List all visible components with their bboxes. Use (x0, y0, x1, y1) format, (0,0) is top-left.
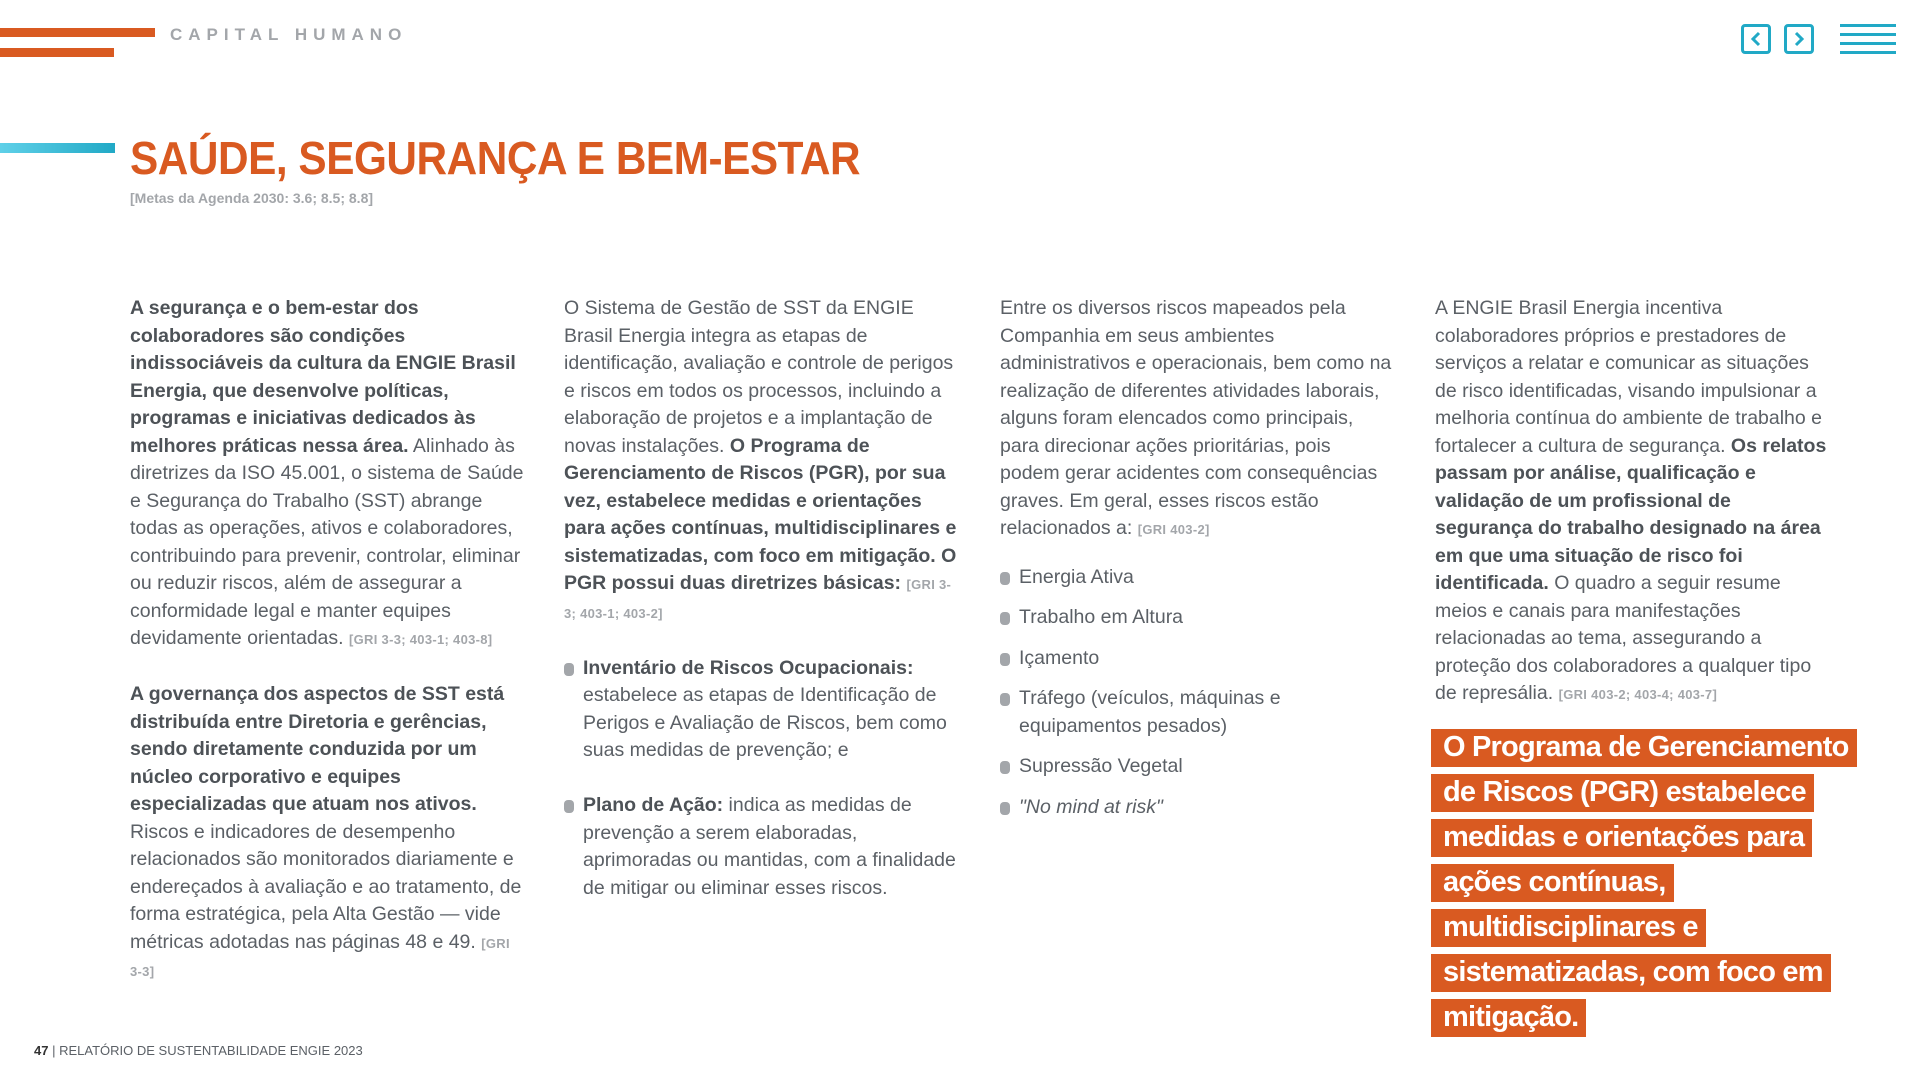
col2-paragraph-1 (564, 295, 959, 627)
gri-reference: [GRI 403-2] (1137, 522, 1210, 537)
column-3 (1000, 295, 1395, 834)
col1-p2-text: Riscos e indicadores de desempenho relacionados são monitorados diariamente e endereçados à avaliação e ao tratamento, de forma estratégica, pela Alta Gestão — vide métricas adotadas nas páginas 48 e 49. (130, 820, 522, 953)
page-title: SAÚDE, SEGURANÇA E BEM-ESTAR (130, 132, 861, 184)
section-label: CAPITAL HUMANO (170, 25, 408, 44)
footer-separator: | (48, 1043, 60, 1058)
list-item-text: estabelece as etapas de Identificação de Perigos e Avaliação de Riscos, bem como suas medidas de prevenção; e (583, 684, 947, 761)
gri-reference: [GRI 3-3] (130, 935, 510, 979)
footer (34, 1043, 363, 1058)
header-bar-top (0, 28, 155, 37)
col4-p1-text-2: O quadro a seguir resume meios e canais para manifestações relacionadas ao tema, assegurando a proteção dos colaboradores a qualquer tipo de represália. (1435, 572, 1812, 704)
chevron-left-icon (1749, 31, 1763, 47)
report-title: RELATÓRIO DE SUSTENTABILIDADE ENGIE 2023 (59, 1043, 363, 1058)
col1-p1-bold: A segurança e o bem-estar dos colaboradores são condições indissociáveis da cultura da ENGIE Brasil Energia, que desenvolve políticas, programas e iniciativas dedicados às melhores práticas nessa área. (130, 297, 516, 457)
chevron-right-icon (1792, 31, 1806, 47)
gri-reference: [GRI 403-2; 403-4; 403-7] (1558, 687, 1718, 702)
col3-paragraph-1 (1000, 295, 1395, 544)
col1-paragraph-1 (130, 295, 525, 654)
list-item: "No mind at risk" (1000, 794, 1395, 822)
col2-p1-text: O Sistema de Gestão de SST da ENGIE Brasil Energia integra as etapas de identificação, avaliação e controle de perigos e riscos em todos os processos, incluindo a elaboração de projetos e a implantação de novas instalações. (564, 297, 954, 457)
agenda-goals: [Metas da Agenda 2030: 3.6; 8.5; 8.8] (130, 190, 374, 206)
pgr-guidelines-list (564, 655, 959, 903)
col4-paragraph-1 (1435, 295, 1830, 709)
highlight-quote (1431, 725, 1871, 1040)
list-item (564, 792, 959, 902)
list-item: Energia Ativa (1000, 564, 1395, 592)
column-4 (1435, 295, 1830, 736)
previous-page-button[interactable] (1741, 24, 1771, 54)
col1-p2-bold: A governança dos aspectos de SST está distribuída entre Diretoria e gerências, sendo diretamente conduzida por um núcleo corporativo e equipes especializadas que atuam nos ativos. (130, 683, 505, 815)
main-risks-list (1000, 564, 1395, 822)
col4-p1-bold: Os relatos passam por análise, qualificação e validação de um profissional de segurança do trabalho designado na área em que uma situação de risco foi identificada. (1435, 434, 1827, 594)
list-item: Tráfego (veículos, máquinas e equipamentos pesados) (1000, 685, 1395, 740)
col3-p1-text: Entre os diversos riscos mapeados pela Companhia em seus ambientes administrativos e operacionais, bem como na realização de diferentes atividades laborais, alguns foram elencados como principais, para direcionar ações prioritárias, pois podem gerar acidentes com consequências graves. Em geral, esses riscos estão relacionados a: (1000, 297, 1392, 539)
list-item: Içamento (1000, 645, 1395, 673)
list-item-text: indica as medidas de prevenção a serem elaboradas, aprimoradas ou mantidas, com a finalidade de mitigar ou eliminar esses riscos. (583, 794, 956, 899)
menu-icon[interactable] (1840, 24, 1896, 56)
list-item: Supressão Vegetal (1000, 753, 1395, 781)
col2-p1-bold: O Programa de Gerenciamento de Riscos (PGR), por sua vez, estabelece medidas e orientações para ações contínuas, multidisciplinares e sistematizadas, com foco em mitigação. O PGR possui duas diretrizes básicas: (564, 434, 957, 594)
list-item (564, 655, 959, 765)
header-bar-bottom (0, 48, 114, 57)
list-item: Trabalho em Altura (1000, 604, 1395, 632)
gri-reference: [GRI 3-3; 403-1; 403-2] (564, 577, 952, 621)
title-accent-bar (0, 143, 115, 153)
column-2 (564, 295, 959, 930)
highlight-quote-text: O Programa de Gerenciamento de Riscos (PGR) estabelece medidas e orientações para ações contínuas, multidisciplinares e sistematizadas, com foco em mitigação. (1431, 729, 1857, 1037)
col1-paragraph-2 (130, 681, 525, 986)
next-page-button[interactable] (1784, 24, 1814, 54)
list-item-title: Inventário de Riscos Ocupacionais: (583, 656, 914, 679)
column-1 (130, 295, 525, 1013)
page-number: 47 (34, 1043, 49, 1058)
col4-p1-text: A ENGIE Brasil Energia incentiva colaboradores próprios e prestadores de serviços a relatar e comunicar as situações de risco identificadas, visando impulsionar a melhoria contínua do ambiente de trabalho e fortalecer a cultura de segurança. (1435, 297, 1823, 457)
gri-reference: [GRI 3-3; 403-1; 403-8] (348, 632, 493, 647)
list-item-title: Plano de Ação: (583, 794, 724, 816)
col1-p1-text: Alinhado às diretrizes da ISO 45.001, o sistema de Saúde e Segurança do Trabalho (SST) abrange todas as operações, ativos e colaboradores, contribuindo para prevenir, controlar, eliminar ou reduzir riscos, além de assegurar a conformidade legal e manter equipes devidamente orientadas. (130, 434, 524, 649)
